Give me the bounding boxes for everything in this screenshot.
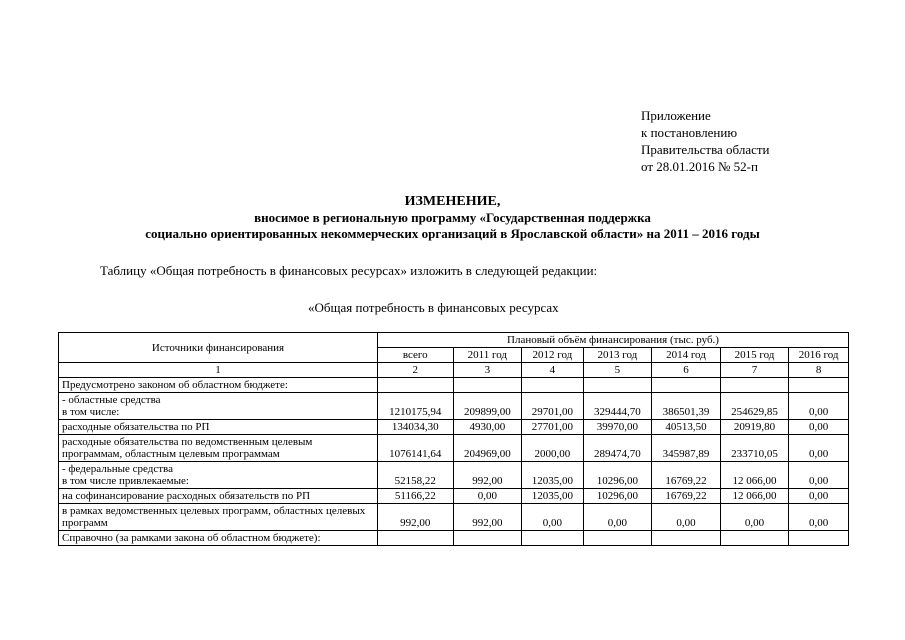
value-cell: 16769,22: [652, 489, 721, 504]
value-cell: 329444,70: [583, 393, 652, 420]
value-cell: [583, 531, 652, 546]
column-number: 8: [789, 363, 849, 378]
value-cell: 209899,00: [453, 393, 522, 420]
value-cell: 233710,05: [720, 435, 789, 462]
column-header: 2013 год: [583, 348, 652, 363]
value-cell: 16769,22: [652, 462, 721, 489]
value-cell: 0,00: [720, 504, 789, 531]
row-label: - областные средства в том числе:: [59, 393, 378, 420]
column-number: 4: [522, 363, 584, 378]
appendix-line: Правительства области: [641, 142, 770, 157]
value-cell: 204969,00: [453, 435, 522, 462]
value-cell: 254629,85: [720, 393, 789, 420]
value-cell: 992,00: [378, 504, 454, 531]
value-cell: 12035,00: [522, 462, 584, 489]
table-row: [59, 420, 849, 435]
value-cell: 10296,00: [583, 462, 652, 489]
column-header: 2014 год: [652, 348, 721, 363]
table-row: [59, 378, 849, 393]
appendix-block: [641, 107, 770, 175]
table-row: [59, 435, 849, 462]
row-label: Предусмотрено законом об областном бюджете:: [59, 378, 378, 393]
financing-table: [58, 332, 849, 546]
row-label: в рамках ведомственных целевых программ, областных целевых программ: [59, 504, 378, 531]
value-cell: 20919,80: [720, 420, 789, 435]
column-number: 2: [378, 363, 454, 378]
value-cell: 10296,00: [583, 489, 652, 504]
appendix-line: Приложение: [641, 108, 711, 123]
column-header: 2011 год: [453, 348, 522, 363]
row-label: на софинансирование расходных обязательств по РП: [59, 489, 378, 504]
value-cell: 992,00: [453, 462, 522, 489]
value-cell: [789, 531, 849, 546]
row-label: расходные обязательства по РП: [59, 420, 378, 435]
table-header-row: [59, 333, 849, 348]
value-cell: 0,00: [789, 435, 849, 462]
document-subtitle-line: вносимое в региональную программу «Государственная поддержка: [254, 210, 651, 225]
value-cell: 29701,00: [522, 393, 584, 420]
value-cell: [453, 531, 522, 546]
value-cell: [378, 531, 454, 546]
table-row: [59, 462, 849, 489]
document-heading: [0, 194, 905, 242]
column-header: 2015 год: [720, 348, 789, 363]
value-cell: 12 066,00: [720, 462, 789, 489]
instruction-text: Таблицу «Общая потребность в финансовых ресурсах» изложить в следующей редакции:: [100, 263, 598, 278]
value-cell: 51166,22: [378, 489, 454, 504]
value-cell: 27701,00: [522, 420, 584, 435]
header-source-cell: Источники финансирования: [59, 333, 378, 363]
column-number: 6: [652, 363, 721, 378]
value-cell: 40513,50: [652, 420, 721, 435]
document-title: ИЗМЕНЕНИЕ,: [404, 194, 501, 209]
value-cell: 0,00: [583, 504, 652, 531]
appendix-line: к постановлению: [641, 125, 738, 140]
value-cell: 134034,30: [378, 420, 454, 435]
value-cell: 0,00: [789, 420, 849, 435]
value-cell: 992,00: [453, 504, 522, 531]
value-cell: [720, 531, 789, 546]
value-cell: [652, 531, 721, 546]
value-cell: [378, 378, 454, 393]
table-caption: «Общая потребность в финансовых ресурсах: [308, 300, 559, 315]
header-plan-cell: Плановый объём финансирования (тыс. руб.): [378, 333, 849, 348]
value-cell: [583, 378, 652, 393]
value-cell: 0,00: [789, 489, 849, 504]
value-cell: [453, 378, 522, 393]
value-cell: 386501,39: [652, 393, 721, 420]
column-header: всего: [378, 348, 454, 363]
value-cell: [652, 378, 721, 393]
value-cell: 12 066,00: [720, 489, 789, 504]
value-cell: 1076141,64: [378, 435, 454, 462]
value-cell: 39970,00: [583, 420, 652, 435]
value-cell: 289474,70: [583, 435, 652, 462]
value-cell: 0,00: [789, 504, 849, 531]
value-cell: 0,00: [652, 504, 721, 531]
column-number: 3: [453, 363, 522, 378]
value-cell: 0,00: [522, 504, 584, 531]
row-label: Справочно (за рамками закона об областном бюджете):: [59, 531, 378, 546]
value-cell: [720, 378, 789, 393]
value-cell: 12035,00: [522, 489, 584, 504]
value-cell: 0,00: [453, 489, 522, 504]
table-row: [59, 393, 849, 420]
column-number: 5: [583, 363, 652, 378]
row-label: расходные обязательства по ведомственным целевым программам, областным целевым программам: [59, 435, 378, 462]
row-label: - федеральные средства в том числе привлекаемые:: [59, 462, 378, 489]
table-row: [59, 489, 849, 504]
column-header: 2012 год: [522, 348, 584, 363]
column-number-row: [59, 363, 849, 378]
column-header: 2016 год: [789, 348, 849, 363]
value-cell: 52158,22: [378, 462, 454, 489]
value-cell: 345987,89: [652, 435, 721, 462]
value-cell: [522, 378, 584, 393]
value-cell: 4930,00: [453, 420, 522, 435]
value-cell: [522, 531, 584, 546]
value-cell: 0,00: [789, 393, 849, 420]
value-cell: 0,00: [789, 462, 849, 489]
column-number: 1: [59, 363, 378, 378]
value-cell: [789, 378, 849, 393]
document-subtitle-line: социально ориентированных некоммерческих организаций в Ярославской области» на 2011 – 2016 годы: [145, 226, 760, 241]
column-number: 7: [720, 363, 789, 378]
appendix-date-number: от 28.01.2016 № 52-п: [641, 159, 758, 174]
table-row: [59, 504, 849, 531]
table-row: [59, 531, 849, 546]
value-cell: 2000,00: [522, 435, 584, 462]
value-cell: 1210175,94: [378, 393, 454, 420]
